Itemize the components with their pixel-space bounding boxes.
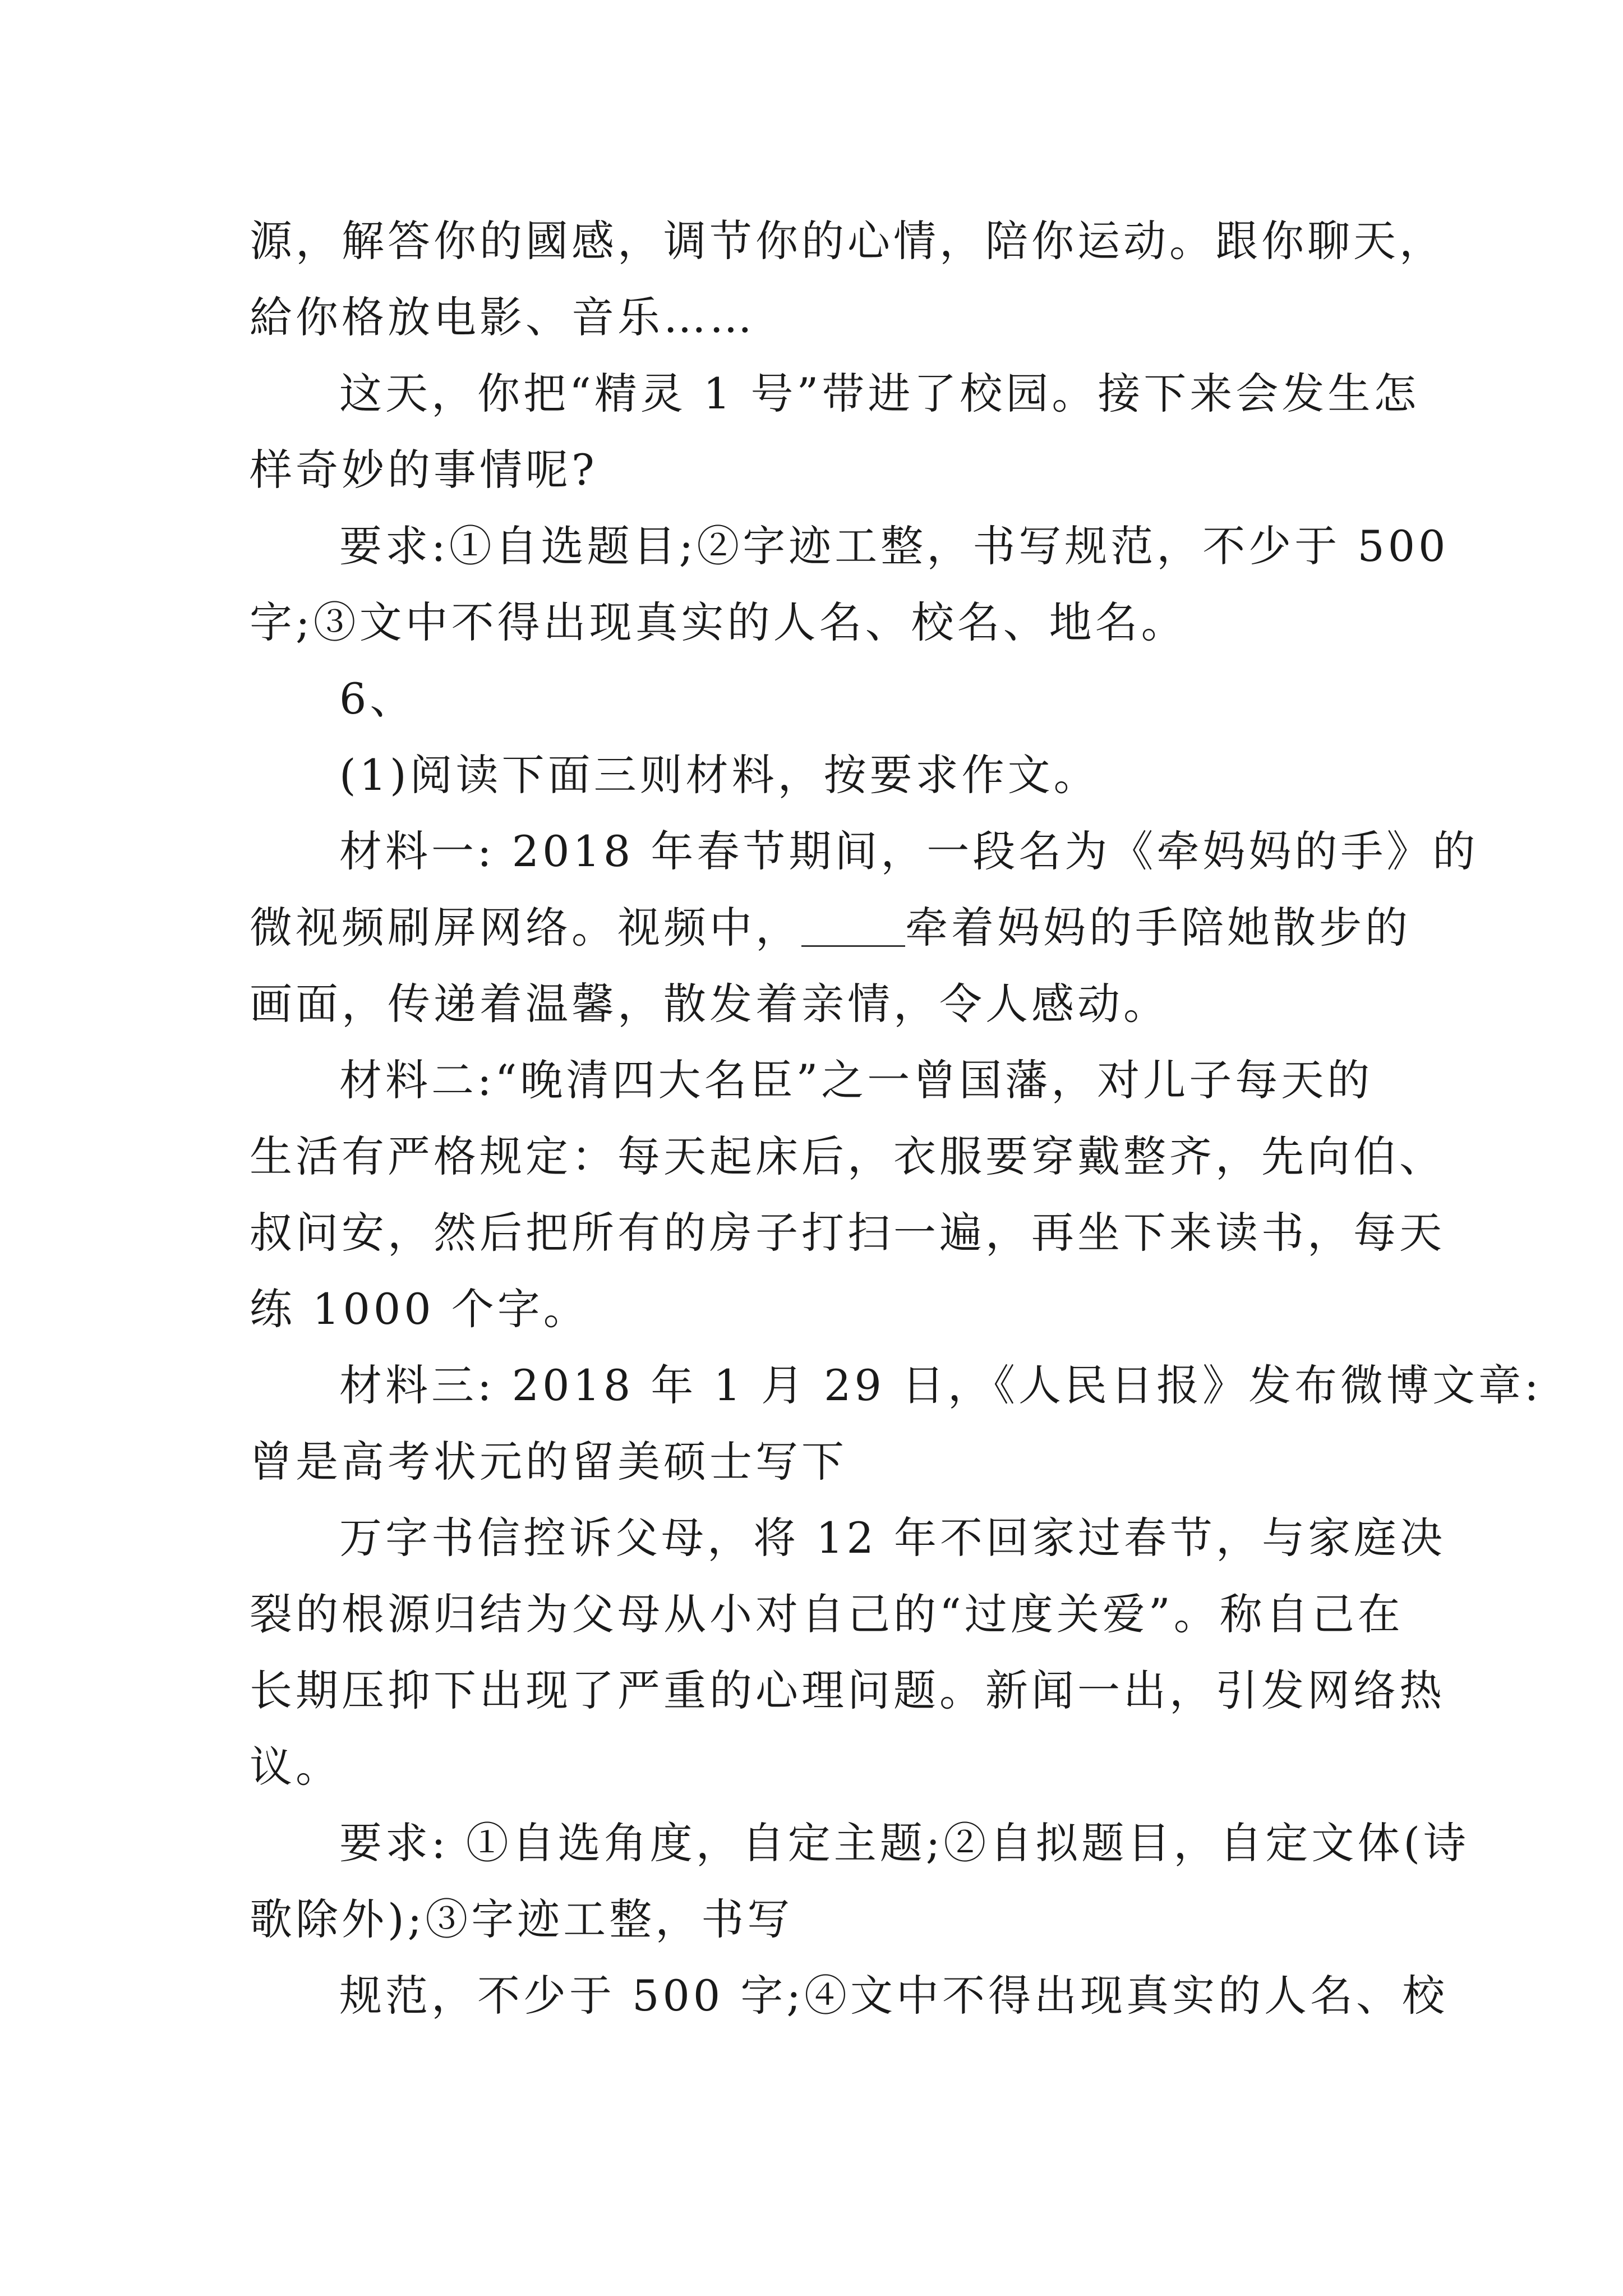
document-body <box>250 203 1542 2034</box>
material-two-line: 生活有严格规定：每天起床后，衣服要穿戴整齐，先向伯、 <box>250 1131 1445 1181</box>
material-three-line: 长期压抑下出现了严重的心理问题。新闻一出，引发网络热 <box>250 1665 1445 1715</box>
material-two-line: 练 1000 个字。 <box>250 1284 589 1334</box>
fill-in-blank <box>801 906 905 947</box>
text-line: 源，解答你的國感，调节你的心情，陪你运动。跟你聊天， <box>250 216 1445 266</box>
text-segment: 微视频刷屏网络。视频中， <box>250 903 801 953</box>
text-line: 給你格放电影、音乐…… <box>250 292 755 342</box>
material-two-line: 材料二:“晚清四大名臣”之一曾国藩，对儿子每天的 <box>339 1055 1373 1105</box>
requirements-line: 要求: ①自选角度，自定主题;②自拟题目，自定文体(诗 <box>339 1818 1470 1868</box>
text-line: 这天，你把“精灵 1 号”带进了校园。接下来会发生怎 <box>339 369 1420 418</box>
question-number: 6、 <box>339 674 416 724</box>
material-one-line: 材料一: 2018 年春节期间，一段名为《牵妈妈的手》的 <box>339 826 1479 876</box>
material-two-line: 叔问安，然后把所有的房子打扫一遍，再坐下来读书，每天 <box>250 1208 1445 1258</box>
material-three-line: 裂的根源归结为父母从小对自己的“过度关爱”。称自己在 <box>250 1589 1404 1639</box>
text-line: 样奇妙的事情呢? <box>250 445 598 495</box>
requirements-line: 歌除外);③字迹工整，书写 <box>250 1894 794 1944</box>
requirements-line: 字;③文中不得出现真实的人名、校名、地名。 <box>250 597 1187 647</box>
material-three-line: 材料三: 2018 年 1 月 29 日，《人民日报》发布微博文章: <box>339 1360 1542 1410</box>
material-three-line: 议。 <box>250 1742 342 1792</box>
requirements-line: 要求:①自选题目;②字迹工整，书写规范，不少于 500 <box>339 521 1449 571</box>
instruction-line: (1)阅读下面三则材料，按要求作文。 <box>339 750 1100 800</box>
text-segment: 牵着妈妈的手陪她散步的 <box>905 903 1411 953</box>
material-three-line: 万字书信控诉父母，将 12 年不回家过春节，与家庭决 <box>339 1513 1446 1563</box>
requirements-line: 规范，不少于 500 字;④文中不得出现真实的人名、校 <box>339 1971 1448 2021</box>
material-three-line: 曾是高考状元的留美硕士写下 <box>250 1437 847 1487</box>
material-one-line <box>250 890 1411 966</box>
material-one-line: 画面，传递着温馨，散发着亲情，令人感动。 <box>250 979 1169 1029</box>
